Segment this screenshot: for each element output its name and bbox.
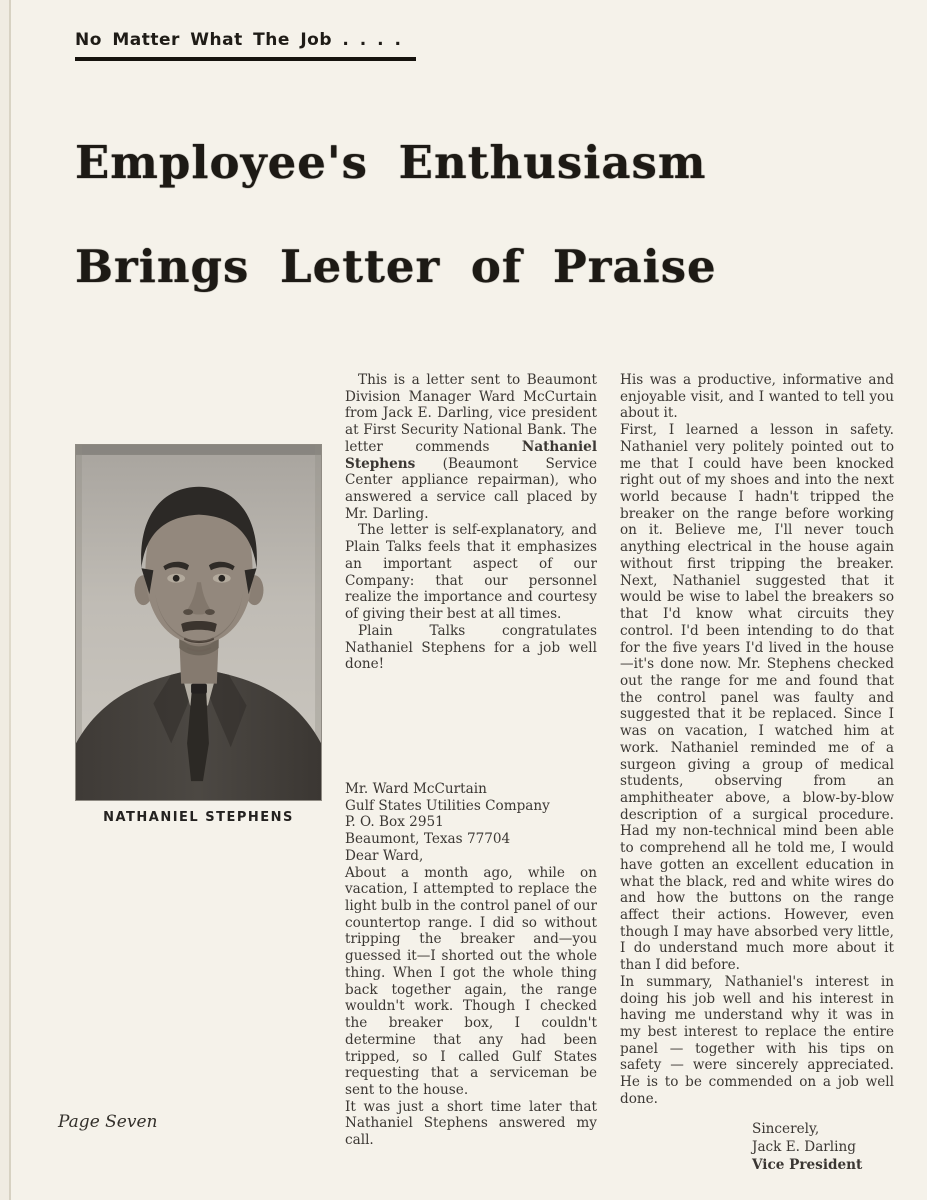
letter-paragraph-5: In summary, Nathaniel's interest in doing his job well and his interest in having me understand why it was in my best interest to replace the entire panel — together with his tips on safety — were sincerely appreciated. He is to be commended on a job well done. (620, 973, 894, 1107)
employee-portrait-photo (75, 444, 322, 801)
intro-paragraph-3: Plain Talks congratulates Nathaniel Stephens for a job well done! (345, 622, 597, 673)
letter-paragraph-2: It was just a short time later that Nathaniel Stephens answered my call. (345, 1098, 597, 1149)
article-headline-line1: Employee's Enthusiasm (75, 136, 707, 189)
article-headline-line2: Brings Letter of Praise (75, 240, 717, 293)
letter-paragraph-1: About a month ago, while on vacation, I attempted to replace the light bulb in the control panel of our countertop range. I did so without tripping the breaker and—you guessed it—I shorted out the whole thing. When I got the whole thing back together again, the range wouldn't work. Though I checked the breaker box, I couldn't determine that any had been tripped, so I called Gulf States requesting that a serviceman be sent to the house. (345, 864, 597, 1098)
letter-column-1 (345, 781, 597, 1149)
intro-column (345, 372, 597, 673)
intro-p1-text-after: (Beaumont Service Center appliance repairman), who answered a service call placed by Mr. Darling. (345, 455, 597, 522)
letter-paragraph-4: First, I learned a lesson in safety. Nathaniel very politely pointed out to me that I could have been knocked right out of my shoes and into the next world because I hadn't tripped the breaker on the range before working on it. Believe me, I'll never touch anything electrical in the house again without first tripping the breaker. Next, Nathaniel suggested that it would be wise to label the breakers so that I'd know what circuits they control. I'd been intending to do that for the five years I'd lived in the house —it's done now. Mr. Stephens checked out the range for me and found that the control panel was faulty and suggested that it be replaced. Since I was on vacation, I watched him at work. Nathaniel reminded me of a surgeon giving a group of medical students, observing from an amphitheater above, a blow-by-blow description of a surgical procedure. Had my non-technical mind been able to comprehend all he told me, I would have gotten an excellent education in what the black, red and white wires do and how the buttons on the range affect their actions. However, even though I may have absorbed very little, I do understand much more about it than I did before. (620, 422, 894, 974)
scan-edge-strip (0, 0, 9, 1200)
photo-caption: NATHANIEL STEPHENS (103, 810, 294, 825)
letter-salutation: Dear Ward, (345, 847, 424, 864)
intro-paragraph-2: The letter is self-explanatory, and Plain Talks feels that it emphasizes an important aspect of our Company: that our personnel realize the importance and courtesy of giving their best at all times. (345, 522, 597, 623)
intro-p1-text: This is a letter sent to Beaumont Division Manager Ward McCurtain from Jack E. Darling, vice president at First Security National Bank. The letter commends (345, 372, 597, 455)
letter-signer-title: Vice President (752, 1157, 863, 1174)
kicker-headline: No Matter What The Job . . . . (75, 30, 416, 61)
letter-signature-block (620, 1120, 894, 1175)
letter-column-2 (620, 372, 894, 1175)
portrait-illustration (76, 445, 321, 800)
letter-paragraph-3: His was a productive, informative and enjoyable visit, and I wanted to tell you about it. (620, 372, 894, 422)
letter-recipient-city: Beaumont, Texas 77704 (345, 831, 511, 848)
page-number: Page Seven (58, 1112, 158, 1132)
intro-paragraph-1 (345, 372, 597, 522)
letter-signer-name: Jack E. Darling (752, 1138, 856, 1155)
intro-p1-bold-name: Nathaniel Stephens (345, 438, 597, 472)
scan-edge-line (9, 0, 11, 1200)
letter-recipient-pobox: P. O. Box 2951 (345, 814, 444, 831)
letter-recipient-company: Gulf States Utilities Company (345, 797, 550, 814)
letter-closing: Sincerely, (752, 1120, 820, 1137)
letter-recipient-name: Mr. Ward McCurtain (345, 781, 487, 797)
